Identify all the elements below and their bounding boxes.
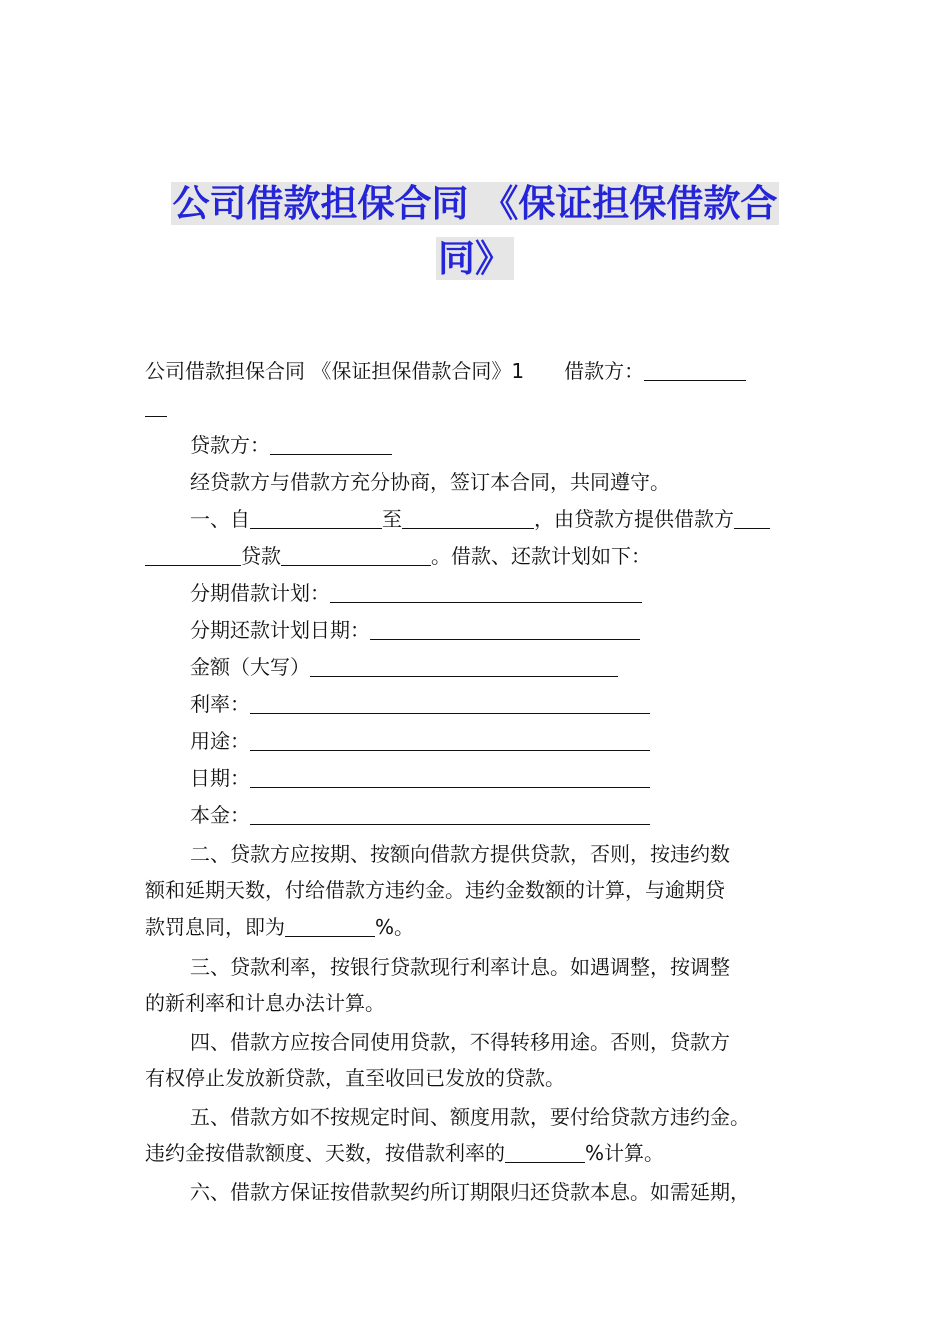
paragraph-line: 六、借款方保证按借款契约所订期限归还贷款本息。如需延期， bbox=[190, 1180, 750, 1204]
blank-use-1 bbox=[734, 506, 770, 529]
paragraph-line: 本金： bbox=[190, 800, 650, 830]
paragraph-line: 一、自 至 ，由贷款方提供借款方 bbox=[190, 504, 770, 534]
blank-penalty-rate bbox=[285, 914, 375, 937]
paragraph-line: 的新利率和计息办法计算。 bbox=[145, 991, 385, 1015]
paragraph-line: 五、借款方如不按规定时间、额度用款，要付给贷款方违约金。 bbox=[190, 1105, 750, 1129]
paragraph-line: 贷款方： bbox=[190, 430, 392, 460]
paragraph-line: 额和延期天数，付给借款方违约金。违约金数额的计算，与逾期贷 bbox=[145, 878, 725, 902]
blank-use-2 bbox=[145, 543, 241, 566]
paragraph-line bbox=[145, 392, 167, 422]
paragraph-line: 四、借款方应按合同使用贷款，不得转移用途。否则，贷款方 bbox=[190, 1030, 730, 1054]
blank-from-date bbox=[250, 506, 382, 529]
title-line-2: 同》 bbox=[438, 237, 512, 280]
blank-borrow-plan bbox=[330, 580, 642, 603]
blank-purpose bbox=[250, 728, 650, 751]
paragraph-line: 公司借款担保合同 《保证担保借款合同》1 借款方： bbox=[145, 356, 746, 386]
paragraph-line: 贷款 。借款、还款计划如下： bbox=[145, 541, 651, 571]
paragraph-line: 三、贷款利率，按银行贷款现行利率计息。如遇调整，按调整 bbox=[190, 955, 730, 979]
paragraph-line: 违约金按借款额度、天数，按借款利率的 %计算。 bbox=[145, 1141, 665, 1165]
blank-to-date bbox=[402, 506, 534, 529]
paragraph-line: 分期还款计划日期： bbox=[190, 615, 640, 645]
blank-date bbox=[250, 765, 650, 788]
paragraph-line: 金额（大写） bbox=[190, 652, 618, 682]
paragraph-line: 有权停止发放新贷款，直至收回已发放的贷款。 bbox=[145, 1066, 565, 1090]
paragraph-line: 经贷款方与借款方充分协商，签订本合同，共同遵守。 bbox=[190, 470, 670, 494]
blank-repay-date bbox=[370, 617, 640, 640]
blank-lender bbox=[270, 432, 392, 455]
blank-principal bbox=[250, 802, 650, 825]
blank-amount-words bbox=[310, 654, 618, 677]
paragraph-line: 利率： bbox=[190, 689, 650, 719]
paragraph-line: 款罚息同，即为 %。 bbox=[145, 915, 415, 939]
title-line-1: 公司借款担保合同 《保证担保借款合 bbox=[172, 182, 778, 225]
blank-borrower-cont bbox=[145, 394, 167, 417]
paragraph-line: 二、贷款方应按期、按额向借款方提供贷款，否则，按违约数 bbox=[190, 842, 730, 866]
blank-default-rate bbox=[505, 1140, 585, 1163]
paragraph-line: 日期： bbox=[190, 763, 650, 793]
blank-rate bbox=[250, 691, 650, 714]
paragraph-line: 分期借款计划： bbox=[190, 578, 642, 608]
document-title bbox=[100, 176, 850, 286]
paragraph-line: 用途： bbox=[190, 726, 650, 756]
blank-loan-amount bbox=[281, 543, 431, 566]
blank-borrower bbox=[644, 358, 746, 381]
